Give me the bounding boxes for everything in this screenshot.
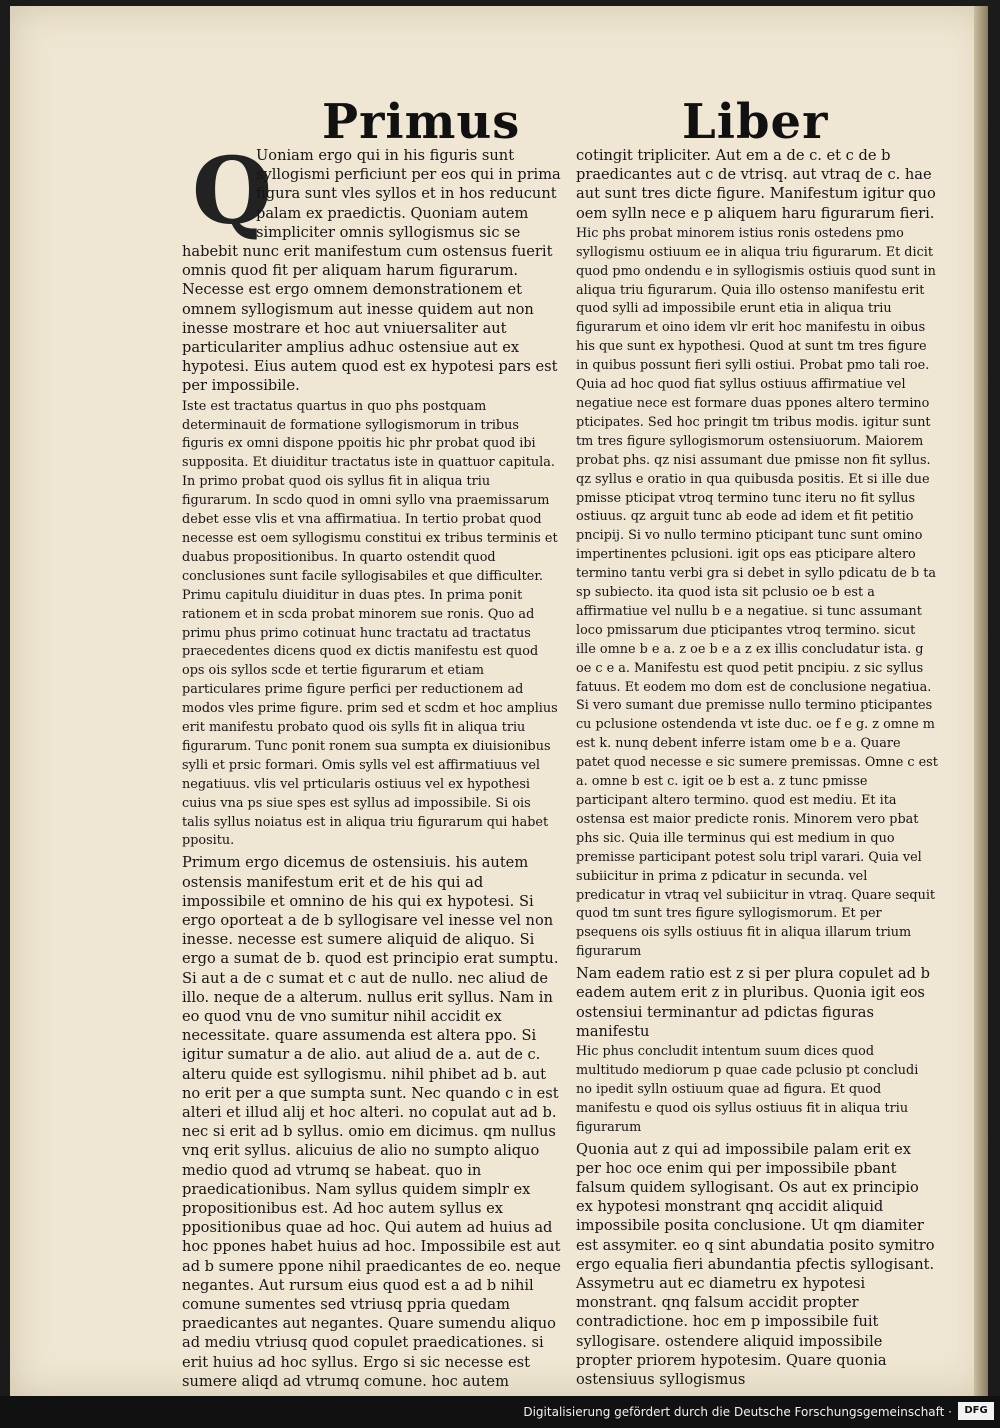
commentary-paragraph: Hic phus concludit intentum suum dices quod multitudo mediorum p quae cade pclusio pt concludi no ipedit sylln ostiuum quae ad figura. Et quod manifestu e quod ois syllus ostiuus fit in aliqua triu figurarum <box>576 1043 919 1135</box>
page-binding-edge <box>974 6 988 1396</box>
text-column-left <box>182 137 562 1391</box>
digitization-footer <box>0 1396 1000 1428</box>
running-head-left: Primus <box>322 94 521 150</box>
text-paragraph: Uoniam ergo qui in his figuris sunt syllogismi perficiunt per eos qui in prima figura sunt vles syllos et in hos reducunt palam ex praedictis. Quoniam autem simpliciter omnis syllogismus sic se habebit nunc erit manifestum cum ostensus fuerit omnis quod fit per aliquam harum figurarum. Necesse est ergo omnem demonstrationem et omnem syllogismum aut inesse quidem aut non inesse mostrare et hoc aut vniuersaliter aut particulariter amplius adhuc ostensiue aut ex hypotesi. Eius autem quod est ex hypotesi pars est per impossibile. <box>182 147 561 395</box>
footer-credit: Digitalisierung gefördert durch die Deutsche Forschungsgemeinschaft · <box>523 1405 952 1419</box>
text-paragraph: Nam eadem ratio est z si per plura copulet ad b eadem autem erit z in pluribus. Quonia igit eos ostensiui terminantur ad pdictas figuras manifestu <box>576 965 930 1040</box>
commentary-paragraph: Hic phs probat minorem istius ronis ostedens pmo syllogismu ostiuum ee in aliqua triu figurarum. Et dicit quod pmo ondendu e in syllogismis ostiuis quod sunt in aliqua triu figurarum. Quia illo ostenso manifestu erit quod sylli ad impossibile erunt etia in aliqua triu figurarum et oino idem vlr erit hoc manifestu in oibus his que sunt ex hypothesi. Quod at sunt tm tres figure in quibus possunt fieri sylli ostiui. Probat pmo tali roe. Quia ad hoc quod fiat syllus ostiuus affirmatiue vel negatiue nece est formare duas ppones altero termino pticipates. Sed hoc pringit tm tribus modis. igitur sunt tm tres figure syllogismorum ostensiuorum. Maiorem probat phs. qz nisi assumant due pmisse non fit syllus. qz syllus e oratio in qua quibusda positis. Et si ille due pmisse pticipat vtroq termino tunc iteru no fit syllus ostiuus. qz arguit tunc ab eode ad idem et fit petitio pncipij. Si vo nullo termino pticipant tunc sunt omino impertinentes pclusioni. igit ops eas pticipare altero termino tantu verbi gra si debet in syllo pdicatu de b ta sp subiecto. ita quod ista sit pclusio oe b est a affirmatiue vel nullu b e a negatiue. si tunc assumant loco pmissarum due pticipantes vtroq termino. sicut ille omne b e a. z oe b e a z ex illis concludatur ista. g oe c e a. Manifestu est quod petit pncipiu. z sic syllus fatuus. Et eodem mo dom est de conclusione negatiua. Si vero sumant due premisse nullo termino pticipantes cu pclusione ostendenda vt iste duc. oe f e g. z omne m est k. nunq debent inferre istam ome b e a. Quare patet quod necesse e sic sumere premissas. Omne c est a. omne b est c. igit oe b est a. z tunc pmisse participant altero termino. quod est mediu. Et ita ostensa est maior predicte ronis. Minorem vero pbat phs sic. Quia ille terminus qui est medium in quo premisse participant potest solu tripl varari. Quia vel subiicitur in prima z pdicatur in secunda. vel predicatur in vtraq vel subiicitur in vtraq. Quare sequit quod tm sunt tres figure syllogismorum. Et per psequens ois sylls ostiuus fit in aliqua illarum trium figurarum <box>576 225 938 960</box>
text-paragraph: cotingit tripliciter. Aut em a de c. et c de b praedicantes aut c de vtrisq. aut vtraq de c. hae aut sunt tres dicte figure. Manifestum igitur quo oem sylln nece e p aliquem haru figurarum fieri. <box>576 147 936 222</box>
running-head-right: Liber <box>682 94 829 150</box>
book-page <box>10 6 988 1396</box>
dfg-logo: DFG <box>958 1402 994 1420</box>
decorated-initial: Q <box>192 137 273 245</box>
commentary-paragraph: Iste est tractatus quartus in quo phs postquam determinauit de formatione syllogismorum in tribus figuris ex omni dispone ppoitis hic phr probat quod ibi supposita. Et diuiditur tractatus iste in quattuor capitula. In primo probat quod ois syllus fit in aliqua triu figurarum. In scdo quod in omni syllo vna praemissarum debet esse vlis et vna affirmatiua. In tertio probat quod necesse est oem syllogismu constitui ex tribus terminis et duabus propositionibus. In quarto ostendit quod conclusiones sunt facile syllogisabiles et que difficulter. Primu capitulu diuiditur in duas ptes. In prima ponit rationem et in scda probat minorem sue ronis. Quo ad primu phus primo cotinuat hunc tractatu ad tractatus praecedentes dicens quod ex dictis manifestu est quod ops ois syllos scde et tertie figurarum et etiam particulares prime figure perfici per reductionem ad modos vles prime figure. prim sed et scdm et hoc amplius erit manifestu probato quod ois sylls fit in aliqua triu figurarum. Tunc ponit ronem sua sumpta ex diuisionibus sylli et prsic formari. Omis sylls vel est affirmatiuus vel negatiuus. vlis vel prticularis ostiuus vel ex hypothesi cuius vna ps siue spes est syllus ad impossibile. Si ois talis syllus noiatus est in aliqua triu figurarum qui habet ppositu. <box>182 398 558 849</box>
text-column-right <box>576 144 938 1389</box>
text-paragraph: Quonia aut z qui ad impossibile palam erit ex per hoc oce enim qui per impossibile pbant falsum quidem syllogisant. Os aut ex principio ex hypotesi monstrant qnq accidit aliquid impossibile posita conclusione. Ut qm diamiter est assymiter. eo q sint abundatia posito symitro ergo equalia fieri abundantia pfectis syllogisant. Assymetru aut ec diametru ex hypotesi monstrant. qnq falsum accidit propter contradictione. hoc em p impossibile fuit syllogisare. ostendere aliquid impossibile propter priorem hypotesim. Quare quonia ostensiuus syllogismus <box>576 1140 935 1388</box>
text-paragraph: Primum ergo dicemus de ostensiuis. his autem ostensis manifestum erit et de his qui ad impossibile et omnino de his qui ex hypotesi. Si ergo oporteat a de b syllogisare vel inesse vel non inesse. necesse est sumere aliquid de aliquo. Si ergo a sumat de b. quod est principio erat sumptu. Si aut a de c sumat et c aut de nullo. nec aliud de illo. neque de a alterum. nullus erit syllus. Nam in eo quod vnu de vno sumitur nihil accidit ex necessitate. quare assumenda est altera ppo. Si igitur sumatur a de alio. aut aliud de a. aut de c. alteru quide est syllogismu. nihil phibet ad b. aut no erit per a que sumpta sunt. Nec quando c in est alteri et illud alij et hoc alteri. no copulat aut ad b. nec si erit ad b syllus. omio em dicimus. qm nullus vnq erit syllus. alicuius de alio no sumpto aliquo medio quod ad vtrumq se habeat. quo in praedicationibus. Nam syllus quidem simplr ex propositionibus est. Ad hoc autem syllus ex ppositionibus quae ad hoc. Qui autem ad huius ad hoc ppones habet huius ad hoc. Impossibile est aut ad b sumere ppone nihil praedicantes de eo. neque negantes. Aut rursum eius quod est a ad b nihil comune sumentes sed vtriusq ppria quedam praedicantes aut negantes. Quare sumendu aliquo ad mediu vtriusq quod copulet praedicationes. si erit huius ad hoc syllus. Ergo si sic necesse est sumere aliqd ad vtrumq comune. hoc autem <box>182 854 561 1390</box>
